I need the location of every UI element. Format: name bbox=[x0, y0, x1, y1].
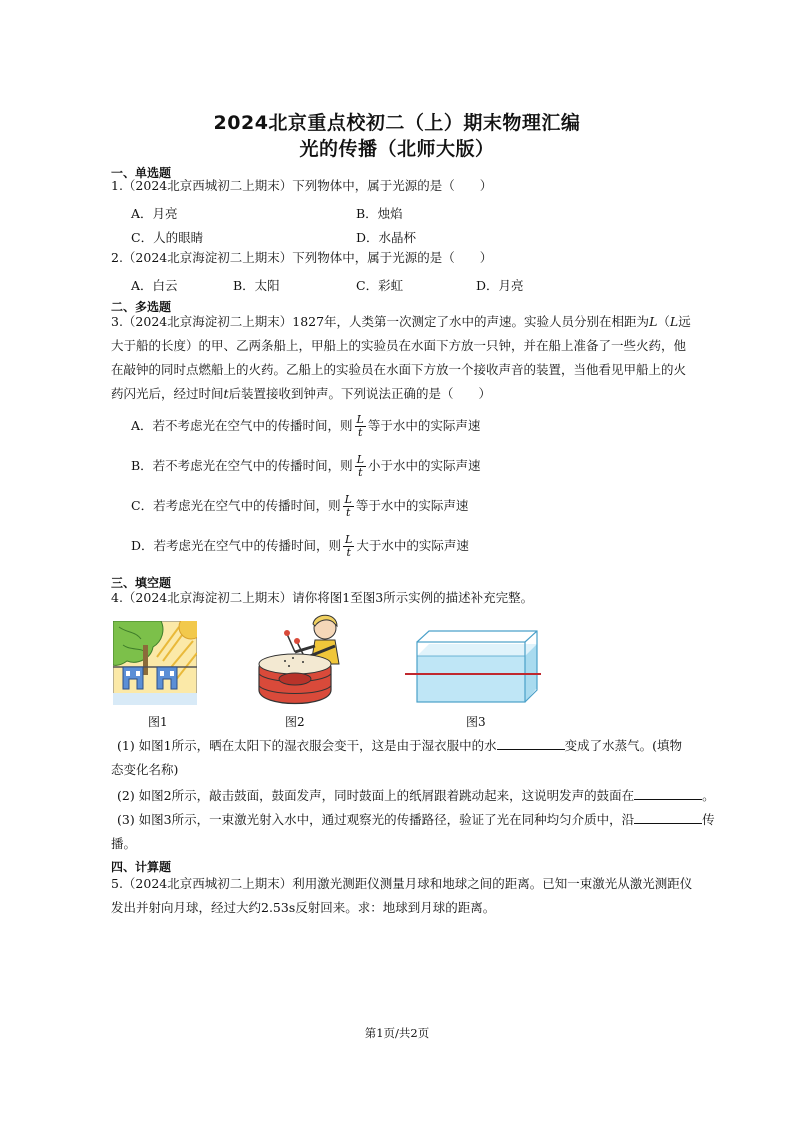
q4-blank-1[interactable] bbox=[497, 739, 565, 750]
q3-option-a bbox=[131, 414, 480, 439]
page-footer: 第1页/共2页 bbox=[364, 1026, 430, 1040]
frac-den: t bbox=[357, 426, 363, 439]
q3-var-t: t bbox=[223, 386, 229, 401]
doc-title-line1: 2024北京重点校初二（上）期末物理汇编 bbox=[213, 112, 581, 134]
q1-stem: 1.（2024北京西城初二上期末）下列物体中，属于光源的是（ ） bbox=[111, 178, 493, 193]
q4-p2-end: 。 bbox=[702, 788, 715, 803]
q3-line1-end: 远 bbox=[678, 314, 691, 329]
q4-stem: 4.（2024北京海淀初二上期末）请你将图1至图3所示实例的描述补充完整。 bbox=[111, 590, 534, 605]
q5-line1: 5.（2024北京西城初二上期末）利用激光测距仪测量月球和地球之间的距离。已知一束激光从激光测距仪 bbox=[111, 876, 693, 891]
figure-3-caption: 图3 bbox=[466, 715, 486, 729]
q3-line4-text: 药闪光后，经过时间 bbox=[111, 386, 224, 401]
q3-line1-text: 3.（2024北京海淀初二上期末）1827年，人类第一次测定了水中的声速。实验人员分别在相距为 bbox=[111, 314, 650, 329]
q3-c-post: 等于水中的实际声速 bbox=[355, 498, 469, 513]
q3-var-L: L bbox=[649, 314, 658, 329]
figure-3-laser-tank bbox=[405, 630, 545, 706]
section-multi-choice: 二、多选题 bbox=[111, 300, 172, 314]
fraction-L-over-t bbox=[355, 454, 366, 479]
q4-p1-end: 变成了水蒸气。(填物 bbox=[564, 738, 683, 753]
section-calculation: 四、计算题 bbox=[111, 860, 172, 874]
figure-1-caption: 图1 bbox=[148, 715, 168, 729]
q2-stem: 2.（2024北京海淀初二上期末）下列物体中，属于光源的是（ ） bbox=[111, 250, 493, 265]
q3-line4-end: 后装置接收到钟声。下列说法正确的是（ ） bbox=[228, 386, 492, 401]
q3-a-pre: A．若不考虑光在空气中的传播时间，则 bbox=[131, 418, 353, 433]
q4-part3-line1 bbox=[117, 812, 715, 828]
q3-c-pre: C．若考虑光在空气中的传播时间，则 bbox=[131, 498, 341, 513]
q4-p3-text: (3) 如图3所示，一束激光射入水中，通过观察光的传播路径，验证了光在同种均匀介质中，沿 bbox=[117, 812, 635, 827]
q4-part3-line2: 播。 bbox=[111, 836, 137, 851]
q1-option-d: D．水晶杯 bbox=[356, 230, 417, 245]
section-fill-blank: 三、填空题 bbox=[111, 576, 172, 590]
q2-option-b: B．太阳 bbox=[233, 278, 280, 293]
frac-den: t bbox=[358, 466, 363, 479]
fraction-L-over-t bbox=[343, 534, 354, 559]
q3-option-c bbox=[131, 494, 468, 519]
q3-line3: 在敲钟的同时点燃船上的火药。乙船上的实验员在水面下方放一个接收声音的装置，当他看见甲船上的火 bbox=[111, 362, 687, 377]
frac-num: L bbox=[356, 413, 364, 426]
q4-part1-line2: 态变化名称) bbox=[111, 762, 179, 777]
q3-line1 bbox=[111, 314, 691, 330]
frac-den: t bbox=[346, 506, 351, 519]
q4-p1-text: (1) 如图1所示，晒在太阳下的湿衣服会变干，这是由于湿衣服中的水 bbox=[117, 738, 497, 753]
q3-d-pre: D．若考虑光在空气中的传播时间，则 bbox=[131, 538, 342, 553]
fraction-L-over-t bbox=[343, 494, 354, 519]
figure-1-drying-clothes bbox=[113, 621, 197, 705]
fraction-L-over-t bbox=[355, 414, 366, 439]
q3-b-pre: B．若不考虑光在空气中的传播时间，则 bbox=[131, 458, 353, 473]
q1-option-c: C．人的眼睛 bbox=[131, 230, 204, 245]
q4-part2 bbox=[117, 788, 715, 804]
section-single-choice: 一、单选题 bbox=[111, 166, 172, 180]
q4-part1-line1 bbox=[117, 738, 682, 754]
q3-paren: （ bbox=[657, 314, 670, 329]
q3-line2: 大于船的长度）的甲、乙两条船上，甲船上的实验员在水面下方放一只钟，并在船上准备了一些火药，他 bbox=[111, 338, 687, 353]
figure-2-drum bbox=[255, 612, 351, 708]
figure-2-caption: 图2 bbox=[285, 715, 305, 729]
q4-blank-3[interactable] bbox=[634, 813, 702, 824]
q1-option-a: A．月亮 bbox=[131, 206, 178, 221]
q3-a-post: 等于水中的实际声速 bbox=[367, 418, 481, 433]
frac-num: L bbox=[345, 533, 353, 546]
q3-line4 bbox=[111, 386, 491, 402]
q3-b-post: 小于水中的实际声速 bbox=[368, 458, 481, 473]
frac-den: t bbox=[346, 546, 351, 559]
q3-option-b bbox=[131, 454, 481, 479]
q2-option-a: A．白云 bbox=[131, 278, 178, 293]
q4-p2-text: (2) 如图2所示，敲击鼓面，鼓面发声，同时鼓面上的纸屑跟着跳动起来，这说明发声的鼓面在 bbox=[117, 788, 635, 803]
q3-d-post: 大于水中的实际声速 bbox=[356, 538, 469, 553]
frac-num: L bbox=[356, 453, 364, 466]
q1-option-b: B．烛焰 bbox=[356, 206, 403, 221]
q4-blank-2[interactable] bbox=[634, 789, 702, 800]
doc-title-line2: 光的传播（北师大版） bbox=[299, 138, 495, 160]
q5-line2: 发出并射向月球，经过大约2.53s反射回来。求：地球到月球的距离。 bbox=[111, 900, 496, 915]
frac-num: L bbox=[344, 493, 352, 506]
q2-option-d: D．月亮 bbox=[476, 278, 524, 293]
q3-option-d bbox=[131, 534, 469, 559]
q4-p3-end: 传 bbox=[702, 812, 715, 827]
q2-option-c: C．彩虹 bbox=[356, 278, 404, 293]
q3-var-L2: L bbox=[669, 314, 679, 329]
